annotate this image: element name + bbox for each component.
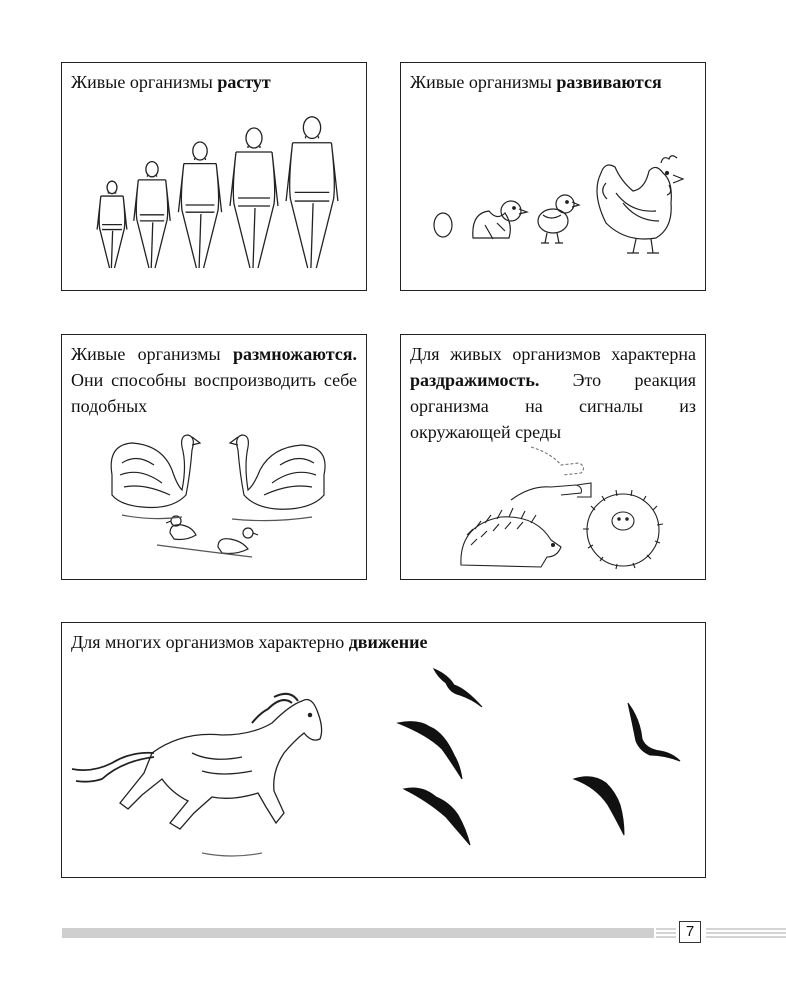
person-figure-1 bbox=[97, 181, 127, 268]
bird-2-icon bbox=[398, 722, 462, 779]
panel-movement-caption: Для многих организмов характерно движение bbox=[71, 632, 428, 652]
panel-movement bbox=[61, 622, 706, 878]
hedgehog-walking-icon bbox=[461, 508, 561, 567]
hedgehog-reaction-illustration bbox=[401, 335, 707, 581]
cygnet-right-icon bbox=[218, 528, 258, 554]
egg-to-hen-illustration bbox=[401, 63, 707, 292]
panel-develop bbox=[400, 62, 706, 291]
human-growth-illustration bbox=[62, 63, 368, 292]
footer-lines-left bbox=[656, 927, 676, 939]
page-number: 7 bbox=[679, 921, 701, 943]
keyword-develop: развиваются bbox=[556, 72, 662, 92]
person-figure-3 bbox=[178, 142, 221, 268]
person-figure-4 bbox=[230, 128, 278, 268]
swan-right-icon bbox=[230, 435, 325, 509]
panel-grow-caption: Живые организмы растут bbox=[71, 72, 271, 92]
chick-icon bbox=[538, 195, 579, 243]
person-figure-2 bbox=[134, 162, 170, 268]
panel-develop-caption: Живые организмы развиваются bbox=[410, 72, 662, 92]
keyword-grow: растут bbox=[217, 72, 271, 92]
footer-lines-right bbox=[706, 927, 786, 939]
panel-irritability bbox=[400, 334, 706, 580]
bird-4-icon bbox=[628, 703, 680, 761]
footer-bar bbox=[62, 928, 654, 938]
hand-icon bbox=[511, 447, 591, 500]
bird-3-icon bbox=[404, 788, 470, 845]
panel-reproduce-caption: Живые организмы размножаются. Они способны воспроизводить себе подобных bbox=[71, 344, 357, 416]
swan-family-illustration bbox=[62, 335, 368, 581]
panel-irritability-caption: Для живых организмов характерна раздражимость. Это реакция организма на сигналы из окружающей среды bbox=[410, 344, 696, 442]
egg-icon bbox=[434, 213, 452, 237]
bird-5-icon bbox=[574, 777, 624, 835]
panel-reproduce bbox=[61, 334, 367, 580]
keyword-irritability: раздражимость. bbox=[410, 370, 540, 390]
keyword-movement: движение bbox=[348, 632, 428, 652]
person-figure-5 bbox=[286, 117, 338, 268]
movement-illustration bbox=[62, 623, 707, 879]
cygnet-left-icon bbox=[166, 516, 196, 540]
hatching-chick-icon bbox=[473, 201, 527, 239]
flying-birds-icon bbox=[398, 669, 680, 845]
panel-grow bbox=[61, 62, 367, 291]
hen-icon bbox=[597, 156, 683, 253]
horse-icon bbox=[72, 694, 322, 856]
hedgehog-curled-icon bbox=[583, 490, 663, 569]
keyword-reproduce: размножаются. bbox=[232, 344, 357, 364]
bird-1-icon bbox=[434, 669, 482, 707]
swan-left-icon bbox=[111, 435, 200, 508]
